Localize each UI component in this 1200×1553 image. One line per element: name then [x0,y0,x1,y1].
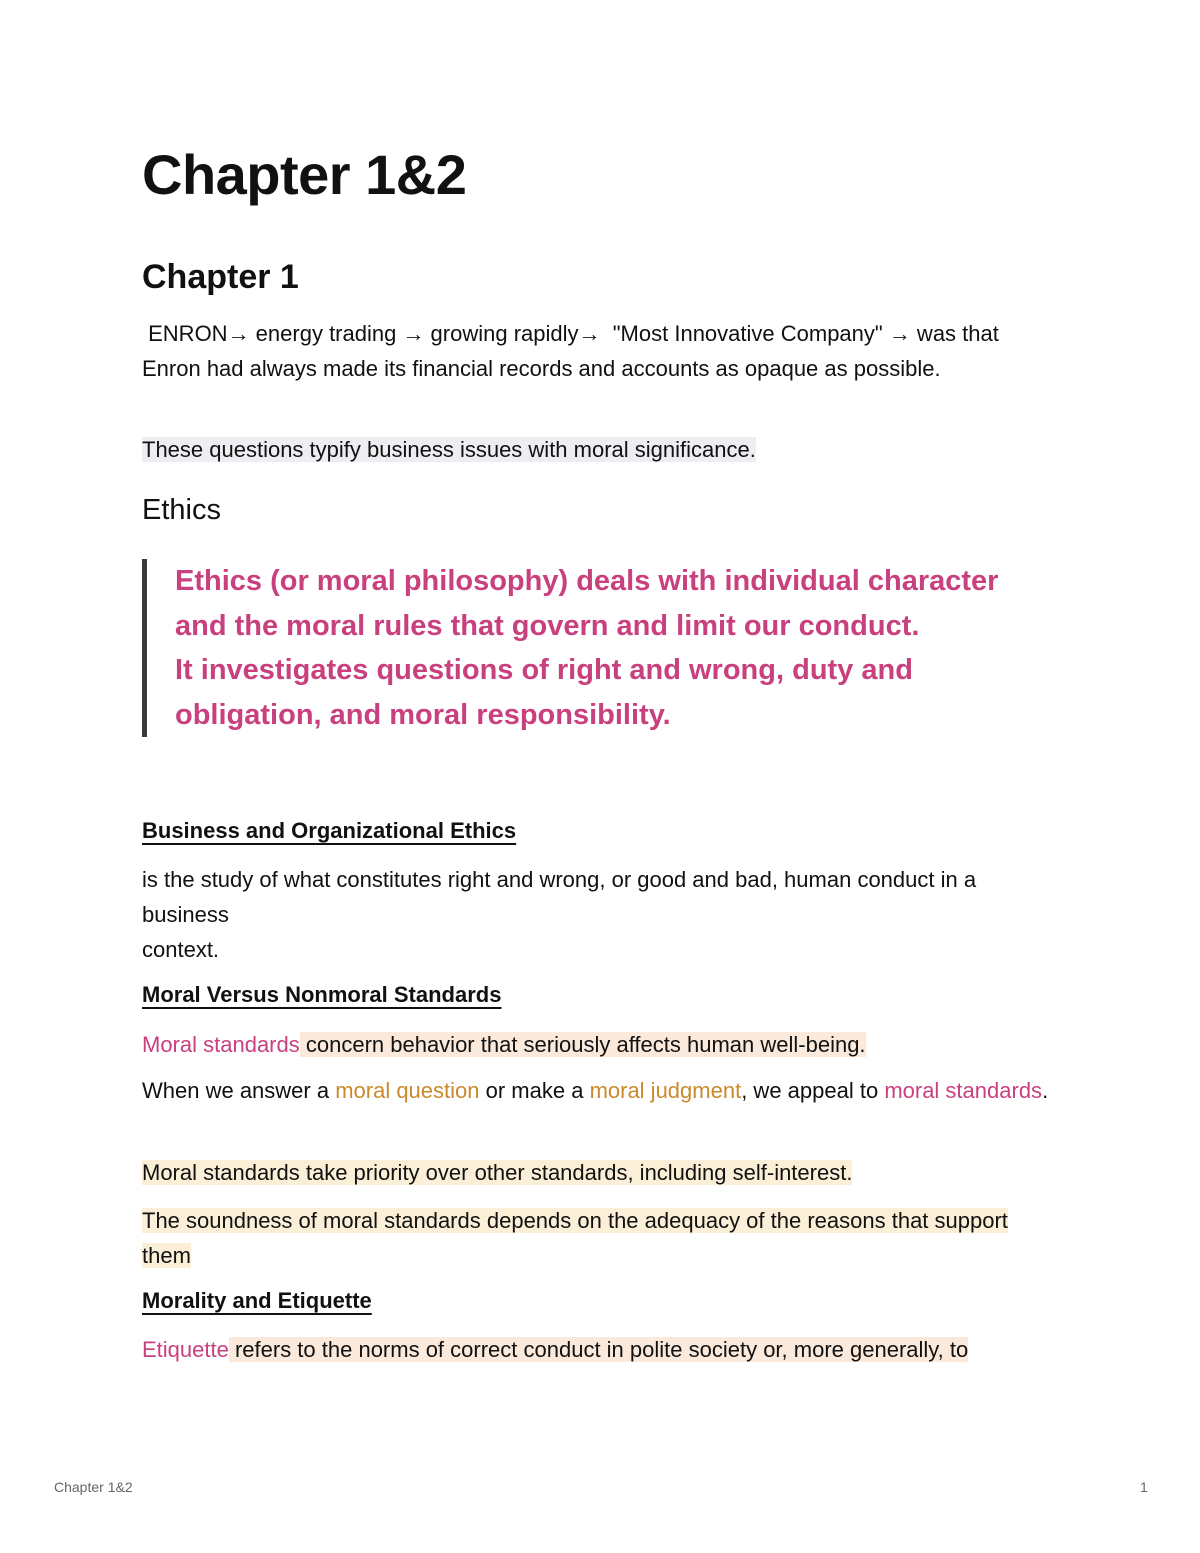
moral-question-term: moral question [335,1078,480,1103]
etiquette-term: Etiquette [142,1337,229,1362]
business-ethics-heading: Business and Organizational Ethics [142,818,517,843]
moral-question-text-a: When we answer a [142,1078,336,1103]
ethics-quote [142,559,1057,737]
moral-question-text-d: . [1042,1078,1049,1103]
business-ethics-body-line-2: context. [142,937,220,962]
chapter-heading: Chapter 1 [142,258,299,296]
highlight-sentence-container [142,432,756,467]
business-ethics-body [142,862,1062,967]
morality-etiquette-heading: Morality and Etiquette [142,1288,372,1313]
soundness-paragraph [142,1203,1052,1273]
moral-question-paragraph [142,1073,1052,1108]
moral-standards-term-2: moral standards [884,1078,1043,1103]
soundness-sentence: The soundness of moral standards depends on the adequacy of the reasons that support them [142,1208,1008,1268]
priority-sentence: Moral standards take priority over other standards, including self-interest. [142,1160,853,1185]
ethics-heading: Ethics [142,494,221,526]
business-ethics-body-line-1: is the study of what constitutes right and wrong, or good and bad, human conduct in a business [142,867,977,927]
moral-question-text-b: or make a [479,1078,590,1103]
moral-standards-definition: concern behavior that seriously affects human well-being. [299,1032,866,1057]
footer-page-number: 1 [1140,1479,1148,1495]
page-title: Chapter 1&2 [142,143,467,206]
etiquette-paragraph [142,1332,972,1367]
intro-paragraph: ENRON→ energy trading → growing rapidly→ "Most Innovative Company" → was that Enron had always made its financial records and accounts as opaque as possible. [142,321,1005,381]
ethics-quote-line-2: It investigates questions of right and wrong, duty and obligation, and moral responsibility. [175,654,913,731]
moral-judgment-term: moral judgment [589,1078,742,1103]
moral-vs-nonmoral-heading: Moral Versus Nonmoral Standards [142,982,502,1007]
moral-standards-paragraph [142,1027,866,1062]
footer-document-title: Chapter 1&2 [54,1479,133,1495]
ethics-quote-line-1: Ethics (or moral philosophy) deals with individual character and the moral rules that govern and limit our conduct. [175,565,999,642]
highlight-sentence: These questions typify business issues with moral significance. [142,437,756,462]
priority-paragraph [142,1155,852,1190]
moral-question-text-c: , we appeal to [741,1078,885,1103]
etiquette-definition: refers to the norms of correct conduct in polite society or, more generally, to [228,1337,969,1362]
moral-standards-term: Moral standards [142,1032,300,1057]
